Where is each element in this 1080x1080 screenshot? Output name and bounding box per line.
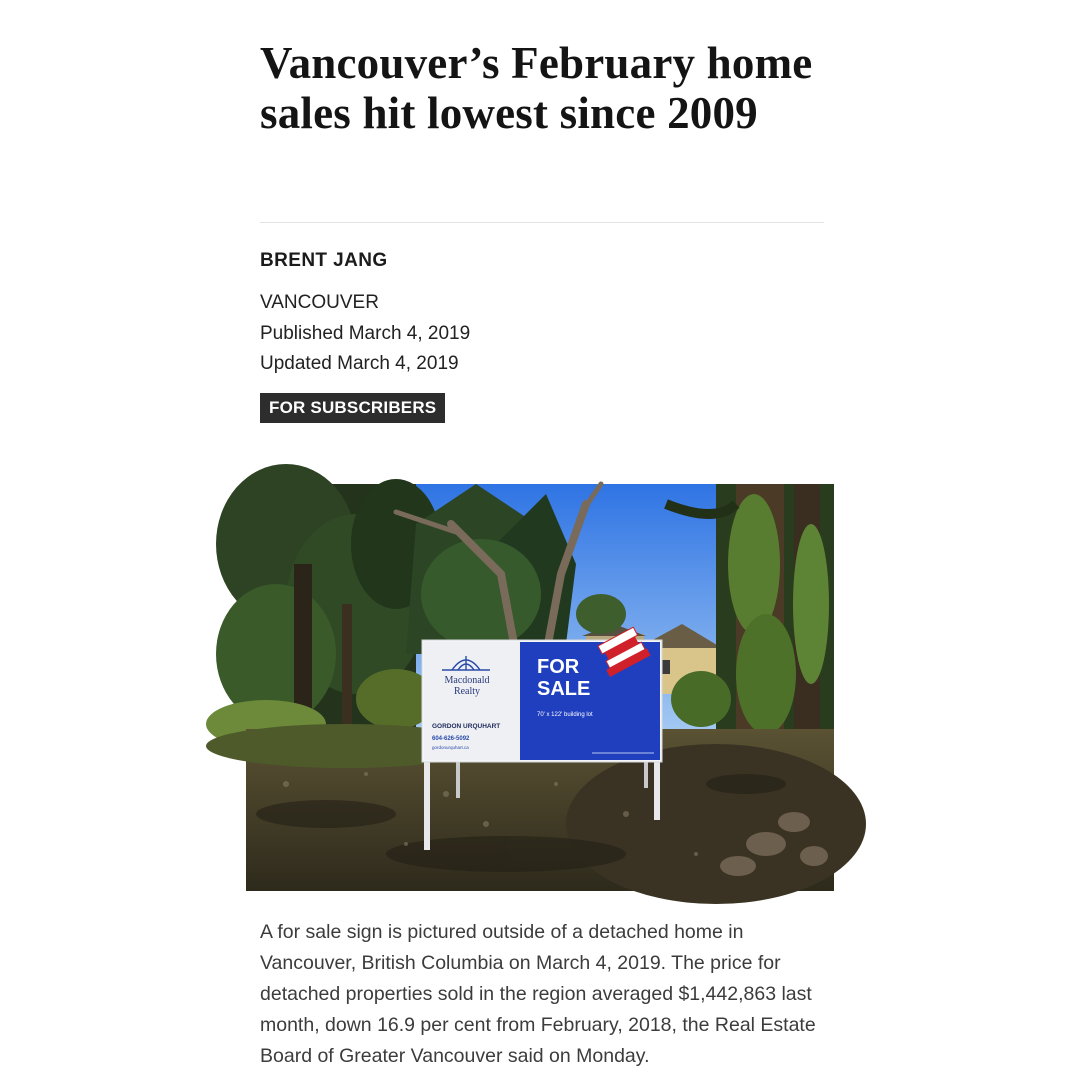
agent-name: GORDON URQUHART [432, 723, 501, 730]
for-sale-sign [422, 626, 662, 762]
sign-headline-line2: SALE [537, 678, 591, 700]
published-date: Published March 4, 2019 [260, 323, 471, 344]
dateline-location: VANCOUVER [260, 292, 379, 313]
left-trees [206, 464, 441, 748]
photo-illustration [246, 484, 834, 891]
article-photo [246, 484, 834, 891]
author-byline[interactable]: BRENT JANG [260, 250, 388, 271]
subscribers-badge: FOR SUBSCRIBERS [260, 393, 445, 423]
updated-date: Updated March 4, 2019 [260, 353, 459, 374]
agent-web: gordonurquhart.ca [432, 745, 469, 750]
agent-phone: 604-626-5092 [432, 736, 470, 742]
brand-line1: Macdonald [444, 675, 490, 686]
lot-size: 70' x 122' building lot [537, 712, 593, 718]
photo-caption: A for sale sign is pictured outside of a detached home in Vancouver, British Columbia on March 4, 2019. The price for detached properties sold in the region averaged $1,442,863 last month, down 16.9 per cent from February, 2018, the Real Estate Board of Greater Vancouver said on Monday. [260, 921, 816, 1067]
divider [260, 222, 824, 223]
headline: Vancouver’s February home sales hit lowest since 2009 [260, 38, 813, 138]
brand-line2: Realty [453, 686, 481, 697]
sign-headline-line1: FOR [537, 656, 580, 678]
